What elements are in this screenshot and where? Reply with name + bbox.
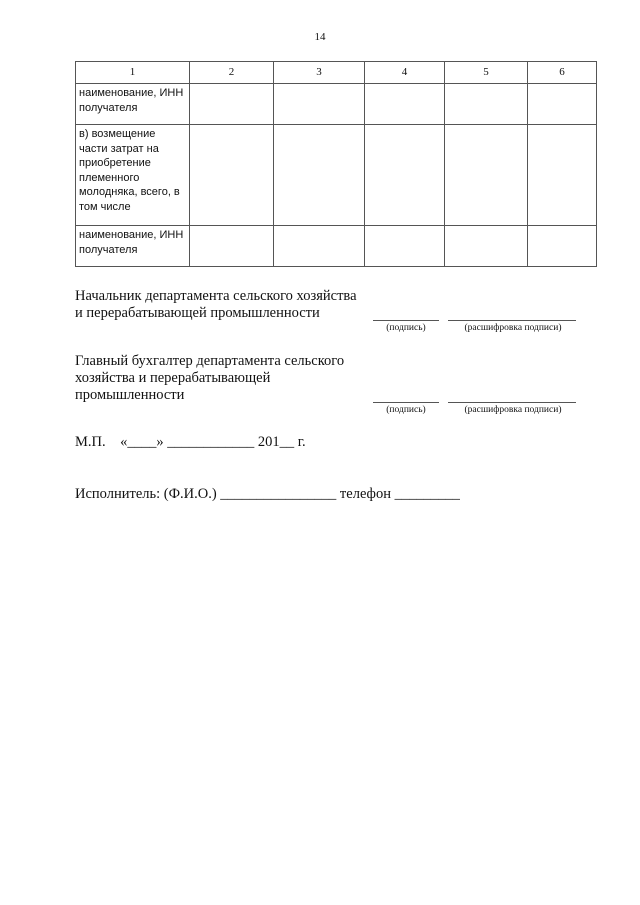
report-table: [75, 61, 597, 267]
column-header: 6: [528, 62, 597, 84]
table-cell: [274, 84, 365, 125]
signature-title-accountant: [75, 353, 344, 404]
signature-title-head: [75, 288, 357, 322]
executor-line: Исполнитель: (Ф.И.О.) ________________ телефон _________: [75, 486, 460, 502]
signature-decoding-caption: (расшифровка подписи): [464, 405, 562, 415]
table-cell: [274, 125, 365, 226]
table-cell: [528, 84, 597, 125]
signature-caption: (подпись): [386, 405, 426, 415]
table-cell: [365, 84, 445, 125]
signature-decoding-line: [448, 320, 576, 321]
signature-title-line: и перерабатывающей промышленности: [75, 305, 320, 321]
column-header: 2: [190, 62, 274, 84]
table-cell: [445, 125, 528, 226]
table-row: [76, 125, 597, 226]
signature-decoding-line: [448, 402, 576, 403]
column-header: 5: [445, 62, 528, 84]
signature-title-line: Начальник департамента сельского хозяйства: [75, 288, 357, 304]
column-header: 4: [365, 62, 445, 84]
table-cell: [445, 226, 528, 267]
table-cell: [528, 226, 597, 267]
table-cell: [190, 125, 274, 226]
signature-caption: (подпись): [386, 323, 426, 333]
signature-title-line: промышленности: [75, 387, 185, 403]
signature-title-line: Главный бухгалтер департамента сельского: [75, 353, 345, 369]
seal-date-line: М.П. «____» ____________ 201__ г.: [75, 434, 306, 450]
table-cell-label: наименование, ИНН получателя: [76, 84, 190, 125]
table-cell: [274, 226, 365, 267]
table-cell: [365, 125, 445, 226]
table-cell-label: в) возмещение части затрат на приобретение племенного молодняка, всего, в том числе: [76, 125, 190, 226]
table-cell-label: наименование, ИНН получателя: [76, 226, 190, 267]
page-number: 14: [314, 31, 326, 43]
table-cell: [190, 226, 274, 267]
table-cell: [365, 226, 445, 267]
table-cell: [528, 125, 597, 226]
table-cell: [445, 84, 528, 125]
column-header: 1: [76, 62, 190, 84]
signature-title-line: хозяйства и перерабатывающей: [75, 370, 271, 386]
table-cell: [190, 84, 274, 125]
signature-decoding-caption: (расшифровка подписи): [464, 323, 562, 333]
table-row: [76, 84, 597, 125]
table-row: [76, 226, 597, 267]
table-header-row: [76, 62, 597, 84]
column-header: 3: [274, 62, 365, 84]
signature-line: [373, 402, 439, 403]
signature-line: [373, 320, 439, 321]
